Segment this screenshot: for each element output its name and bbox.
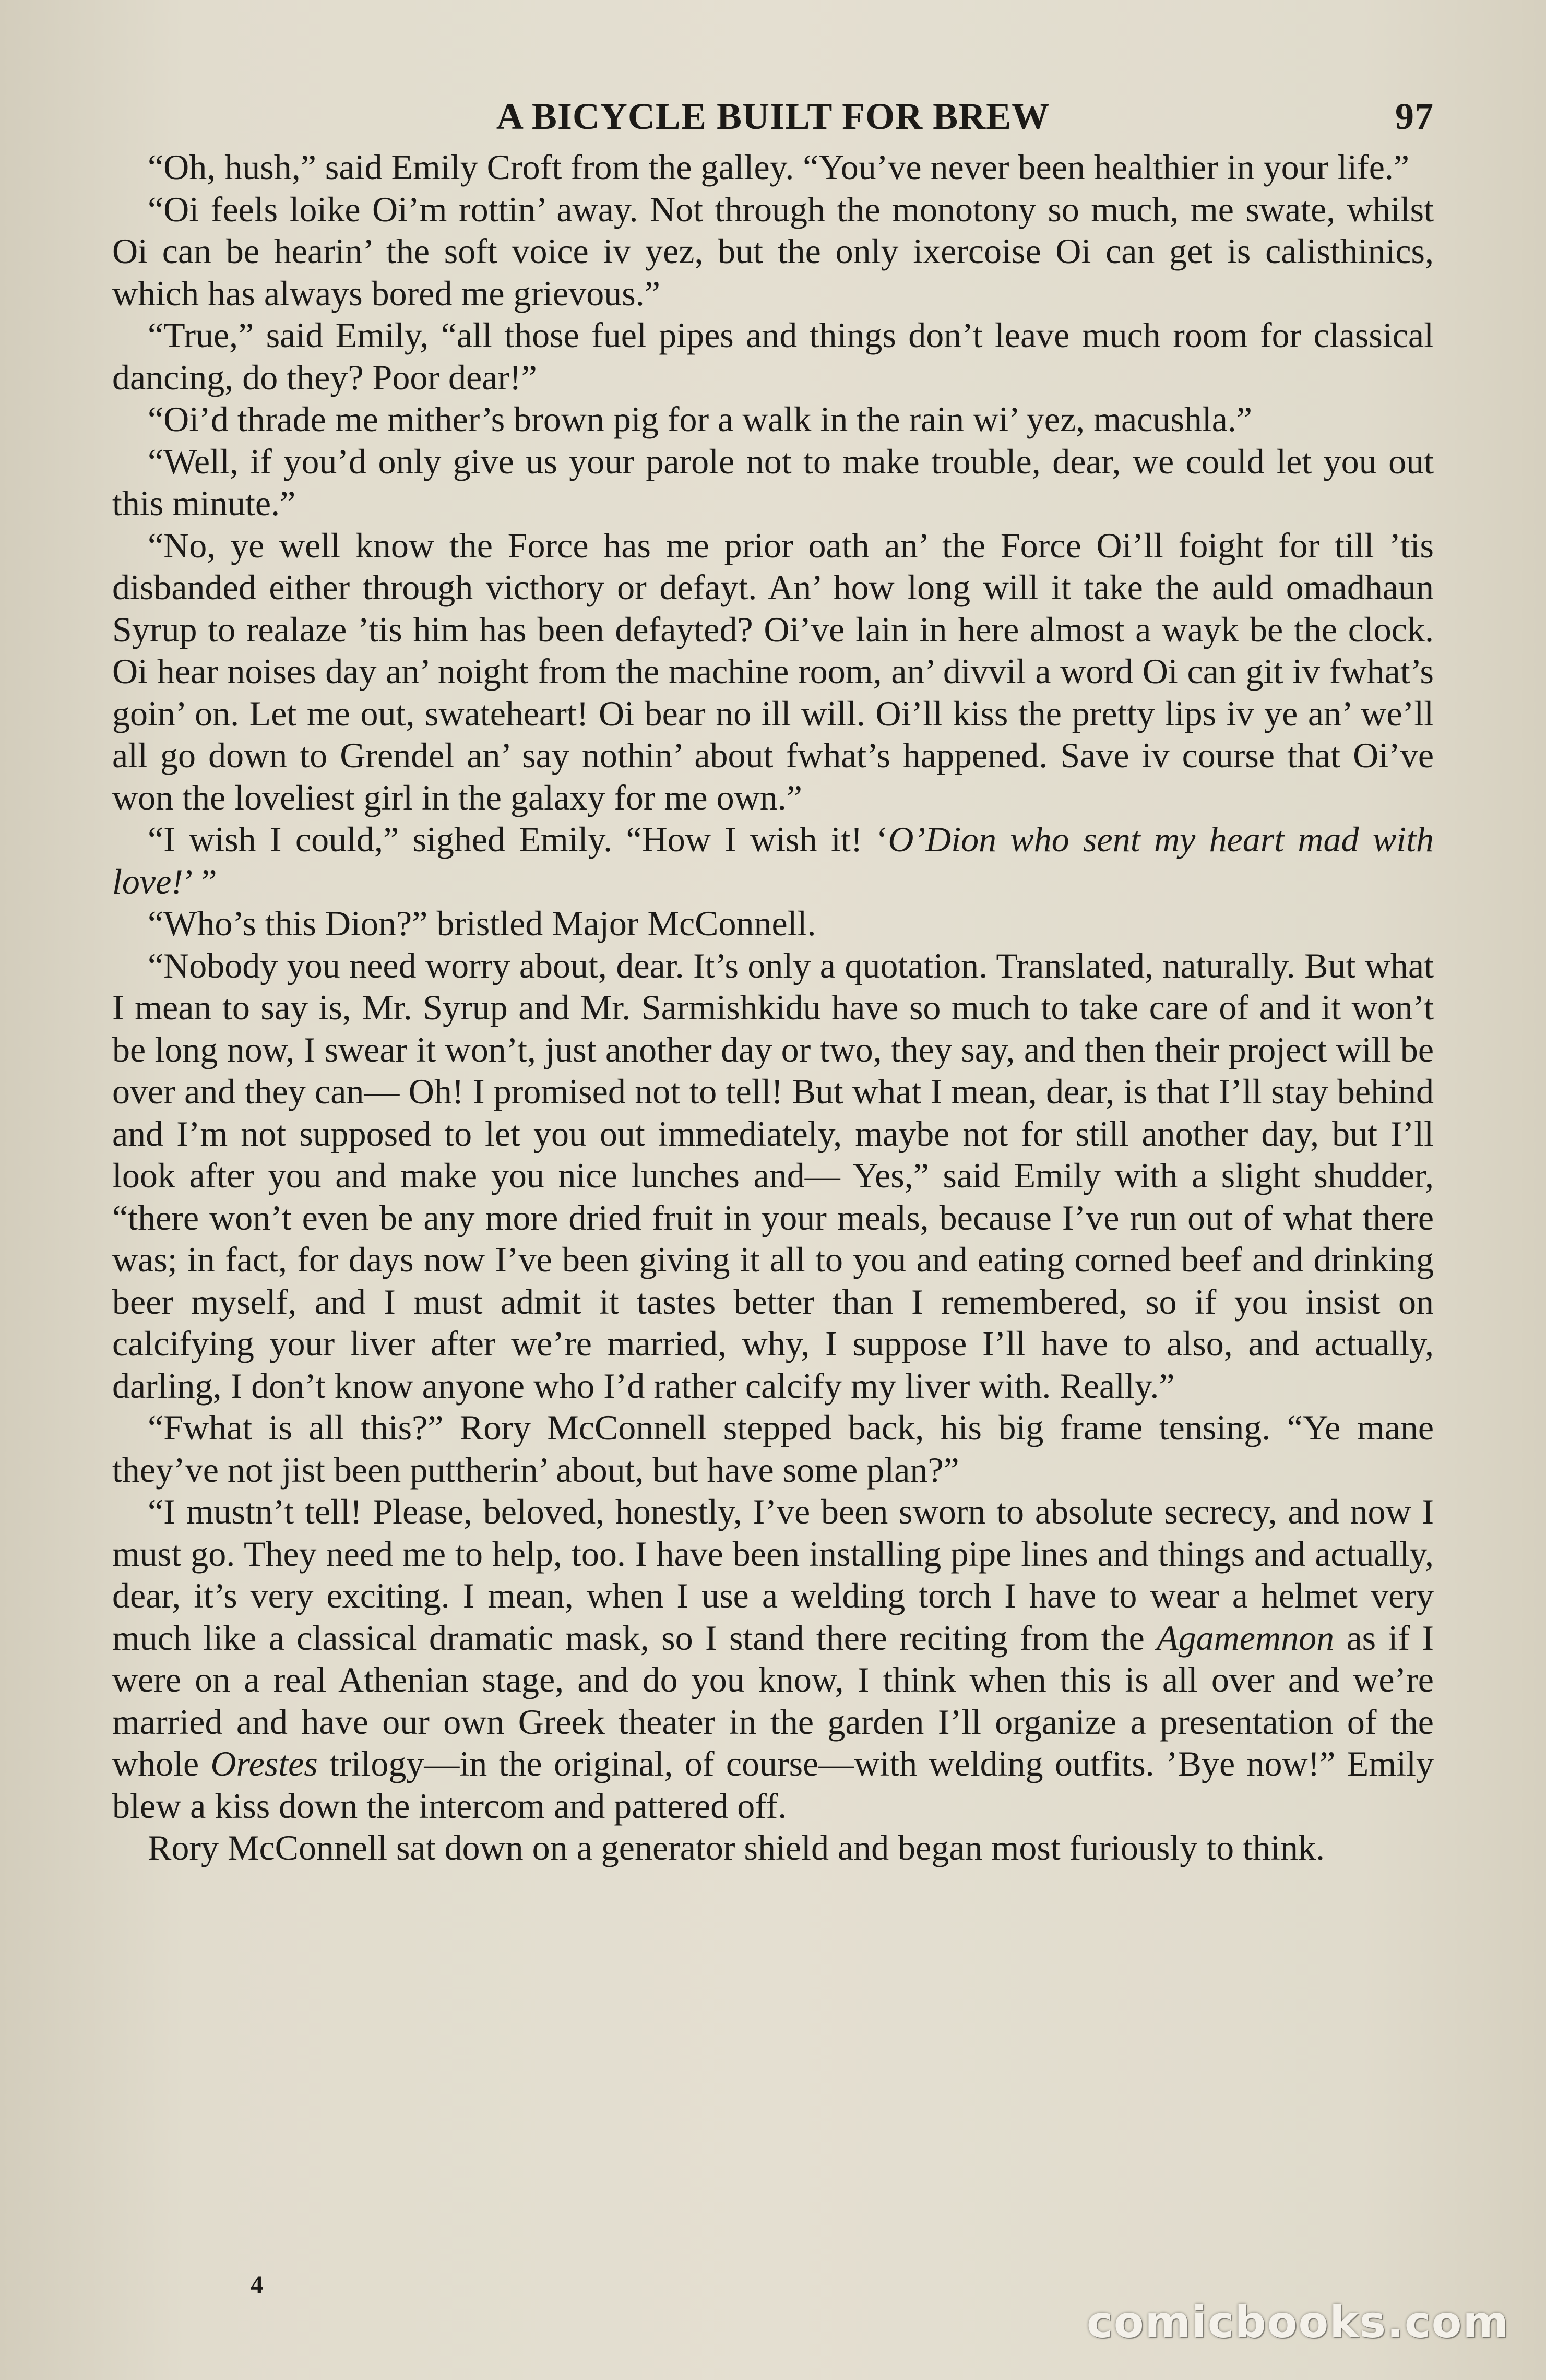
paragraph-text: “I mustn’t tell! Please, beloved, honestly, I’ve been sworn to absolute secrecy, and now I must go. They need me to help, too. I have been installing pipe lines and things and actually, dear, it’s very exciting. I mean, when I use a welding torch I have to wear a helmet very much like a classical dramatic mask, so I stand there reciting from the [112, 1492, 1434, 1658]
paragraph [112, 945, 1434, 1407]
paragraph [112, 398, 1434, 441]
paragraph [112, 188, 1434, 315]
running-head [112, 84, 1434, 146]
paragraph-text: trilogy—in the original, of course—with welding outfits. ’Bye now!” Emily blew a kiss down the intercom and pattered off. [112, 1744, 1434, 1826]
paragraph [112, 1491, 1434, 1827]
signature-mark: 4 [251, 2271, 263, 2299]
paragraph-text: “No, ye well know the Force has me prior oath an’ the Force Oi’ll foight for till ’tis disbanded either through victhory or defayt. An’ how long will it take the auld omadhaun Syrup to realaze ’tis him has been defayted? Oi’ve lain in here almost a wayk be the clock. Oi hear noises day an’ noight from the machine room, an’ divvil a word Oi can git iv fwhat’s goin’ on. Let me out, swateheart! Oi bear no ill will. Oi’ll kiss the pretty lips iv ye an’ we’ll all go down to Grendel an’ say nothin’ about fwhat’s happened. Save iv course that Oi’ve won the loveliest girl in the galaxy for me own.” [112, 525, 1434, 817]
paragraph-text: ’ ” [183, 861, 217, 901]
paragraph-text: “Who’s this Dion?” bristled Major McConnell. [148, 903, 816, 943]
paragraph-text: “I wish I could,” sighed Emily. “How I wish it! ‘ [148, 819, 888, 859]
paragraph-text: “Oi feels loike Oi’m rottin’ away. Not through the monotony so much, me swate, whilst Oi can be hearin’ the soft voice iv yez, but the only ixercoise Oi can get is calisthinics, which has always bored me grievous.” [112, 189, 1434, 313]
body-text [112, 146, 1434, 1869]
paragraph-text: “Fwhat is all this?” Rory McConnell stepped back, his big frame tensing. “Ye mane they’ve not jist been puttherin’ about, but have some plan?” [112, 1408, 1434, 1490]
running-title: A BICYCLE BUILT FOR BREW [496, 96, 1050, 137]
paragraph-text: “Well, if you’d only give us your parole not to make trouble, dear, we could let you out this minute.” [112, 441, 1434, 523]
paragraph-text: “Oi’d thrade me mither’s brown pig for a walk in the rain wi’ yez, macushla.” [148, 399, 1253, 439]
paragraph-text: “Nobody you need worry about, dear. It’s only a quotation. Translated, naturally. But what I mean to say is, Mr. Syrup and Mr. Sarmishkidu have so much to take care of and it won’t be long now, I swear it won’t, just another day or two, they say, and then their project will be over and they can— Oh! I promised not to tell! But what I mean, dear, is that I’ll stay behind and I’m not supposed to let you out immediately, maybe not for still another day, but I’ll look after you and make you nice lunches and— Yes,” said Emily with a slight shudder, “there won’t even be any more dried fruit in your meals, because I’ve run out of what there was; in fact, for days now I’ve been giving it all to you and eating corned beef and drinking beer myself, and I must admit it tastes better than I remembered, so if you insist on calcifying your liver after we’re married, why, I suppose I’ll have to also, and actually, darling, I don’t know anyone who I’d rather calcify my liver with. Really.” [112, 945, 1434, 1406]
watermark: comicbooks.com [1087, 2296, 1509, 2348]
paragraph [112, 902, 1434, 945]
paragraph-text: “True,” said Emily, “all those fuel pipes and things don’t leave much room for classical dancing, do they? Poor dear!” [112, 315, 1434, 397]
paragraph [112, 314, 1434, 398]
paragraph [112, 1827, 1434, 1869]
paragraph [112, 146, 1434, 188]
paragraph-text: as if I were on a real Athenian stage, and do you know, I think when this is all over and we’re married and have our own Greek theater in the garden I’ll organize a presentation of the whole [112, 1617, 1434, 1783]
paragraph-text: Rory McConnell sat down on a generator shield and began most furiously to think. [148, 1828, 1325, 1867]
paragraph [112, 818, 1434, 902]
paragraph [112, 441, 1434, 525]
italic-text: Agamemnon [1157, 1617, 1335, 1658]
italic-text: O’Dion who sent my heart mad with love! [112, 819, 1434, 901]
paragraph [112, 525, 1434, 819]
paragraph [112, 1407, 1434, 1491]
italic-text: Orestes [210, 1744, 318, 1783]
paragraph-text: “Oh, hush,” said Emily Croft from the galley. “You’ve never been healthier in your life.” [148, 147, 1410, 187]
page-number: 97 [1395, 96, 1434, 137]
